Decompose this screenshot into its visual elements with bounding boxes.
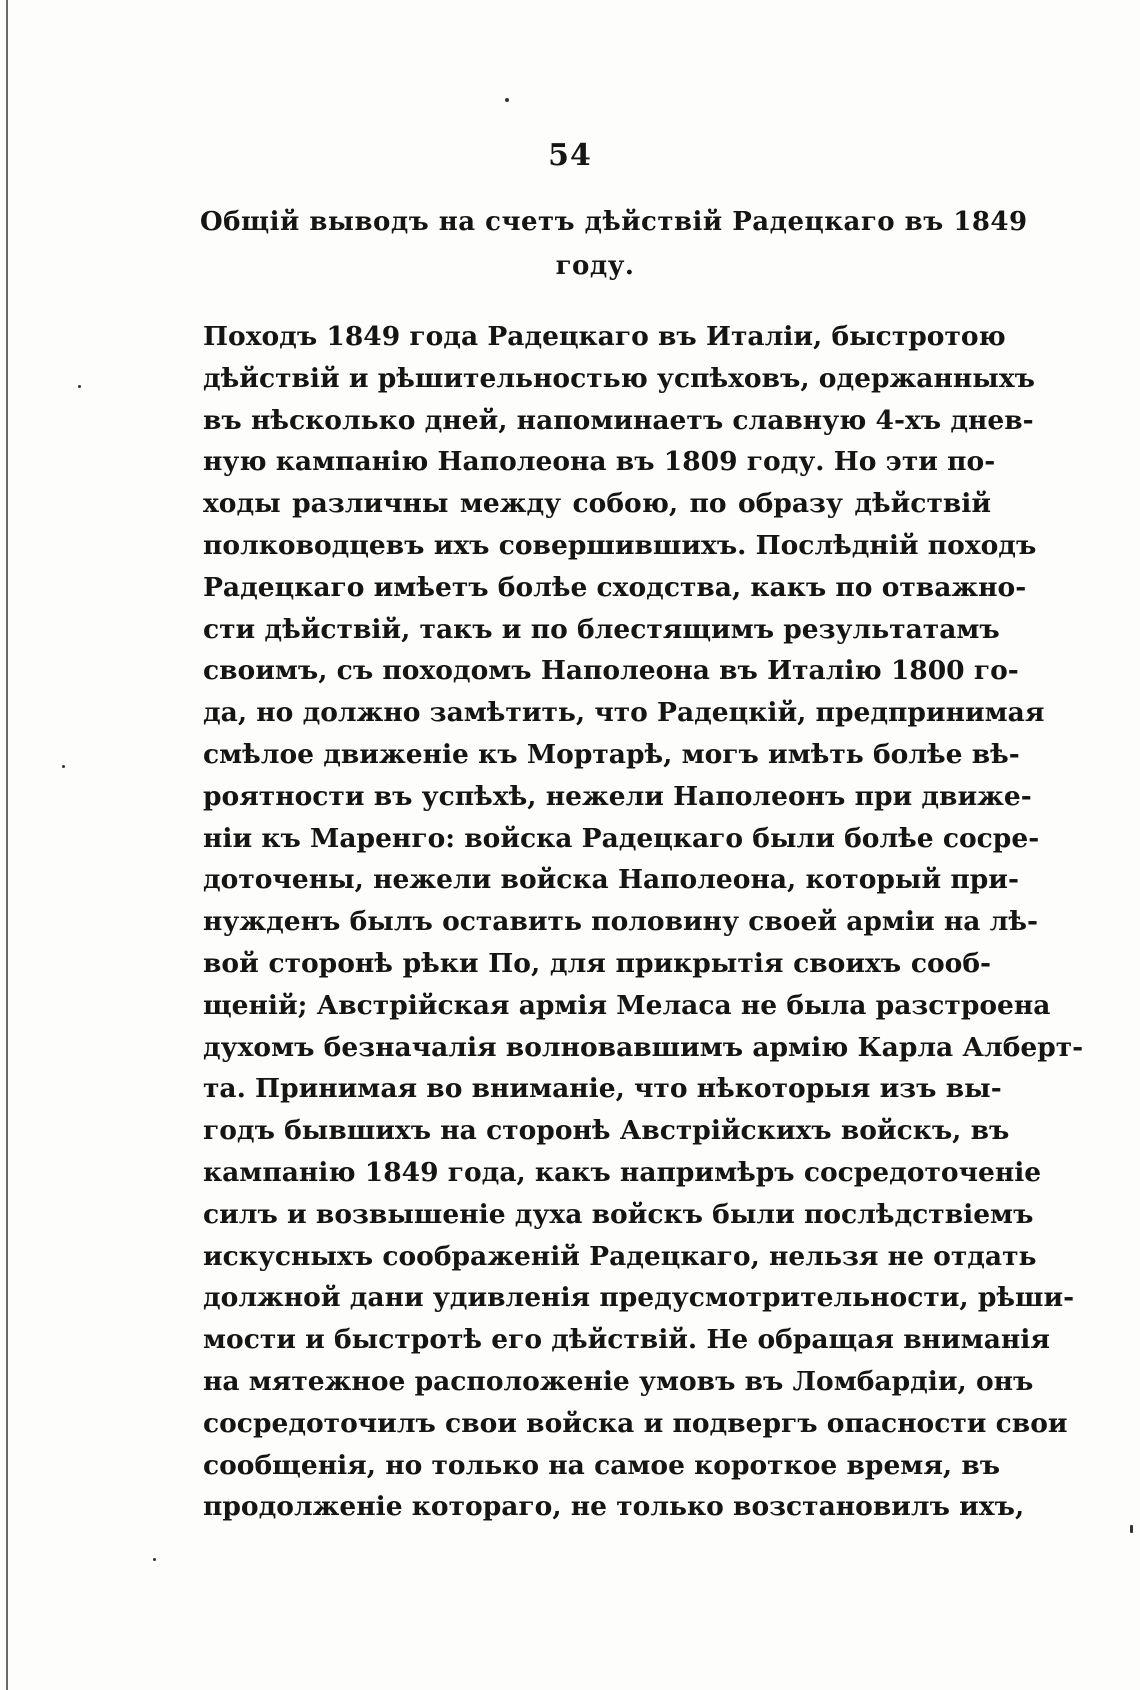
text-line: щеній; Австрійская армія Меласа не была разстроена [203,989,1051,1021]
text-line: духомъ безначалія волновавшимъ армію Карла Алберт- [203,1031,1084,1063]
text-line: та. Принимая во вниманіе, что нѣкоторыя изъ вы- [203,1073,1002,1105]
text-line: сообщенія, но только на самое короткое время, въ [203,1449,1001,1481]
text-line: годъ бывшихъ на сторонѣ Австрійскихъ войскъ, въ [203,1115,1010,1147]
text-line: дѣйствій и рѣшительностью успѣховъ, одержанныхъ [203,362,1035,394]
text-line: доточены, нежели войска Наполеона, который при- [203,864,1019,896]
text-line: своимъ, съ походомъ Наполеона въ Италію 1800 го- [203,655,1019,687]
text-line: на мятежное расположеніе умовъ въ Ломбардіи, онъ [203,1365,1034,1397]
text-line: Походъ 1849 года Радецкаго въ Италіи, быстротою [203,321,1006,352]
text-line: ную кампанію Наполеона въ 1809 году. Но эти по- [203,446,996,478]
heading-line: Общій выводъ на счетъ дѣйствій Радецкаго въ 1849 [200,207,1028,237]
text-line: сосредоточилъ свои войска и подвергъ опасности свои [203,1407,1068,1439]
ink-speck [78,385,81,388]
ink-speck [1130,1525,1133,1533]
text-line: мости и быстротѣ его дѣйствій. Не обращая вниманія [203,1324,1050,1356]
text-line: силъ и возвышеніе духа войскъ были послѣдствіемъ [203,1198,1034,1230]
text-line: кампанію 1849 года, какъ напримѣръ сосредоточеніе [203,1156,1042,1188]
heading-line: году. [555,251,635,281]
text-line: роятности въ успѣхѣ, нежели Наполеонъ при движе- [203,780,1032,812]
text-line: ходы различны между собою, по образу дѣйствій [203,488,991,520]
text-line: продолженіе котораго, не только возстановилъ ихъ, [203,1491,1025,1523]
text-line: въ нѣсколько дней, напоминаетъ славную 4-хъ днев- [203,404,1034,436]
page-number: 54 [548,138,592,173]
text-line: искусныхъ соображеній Радецкаго, нельзя не отдать [203,1240,1037,1272]
text-line: вой сторонѣ рѣки По, для прикрытія своихъ сооб- [203,947,991,979]
body-paragraph [203,316,1084,1528]
text-line: полководцевъ ихъ совершившихъ. Послѣдній походъ [203,529,1037,561]
ink-speck [62,765,65,768]
text-line: да, но должно замѣтить, что Радецкій, предпринимая [203,697,1045,729]
text-line: ніи къ Маренго: войска Радецкаго были болѣе сосре- [203,822,1040,854]
page-edge-line [6,0,8,1690]
text-line: смѣлое движеніе къ Мортарѣ, могъ имѣть болѣе вѣ- [203,738,1020,770]
section-heading [200,200,1028,288]
text-line: сти дѣйствій, такъ и по блестящимъ результатамъ [203,613,1000,645]
ink-speck [153,1558,156,1561]
text-line: Радецкаго имѣетъ болѣе сходства, какъ по отважно- [203,571,1027,603]
text-line: должной дани удивленія предусмотрительности, рѣши- [203,1282,1075,1314]
text-line: нужденъ былъ оставить половину своей арміи на лѣ- [203,906,1038,938]
ink-speck [505,98,509,102]
